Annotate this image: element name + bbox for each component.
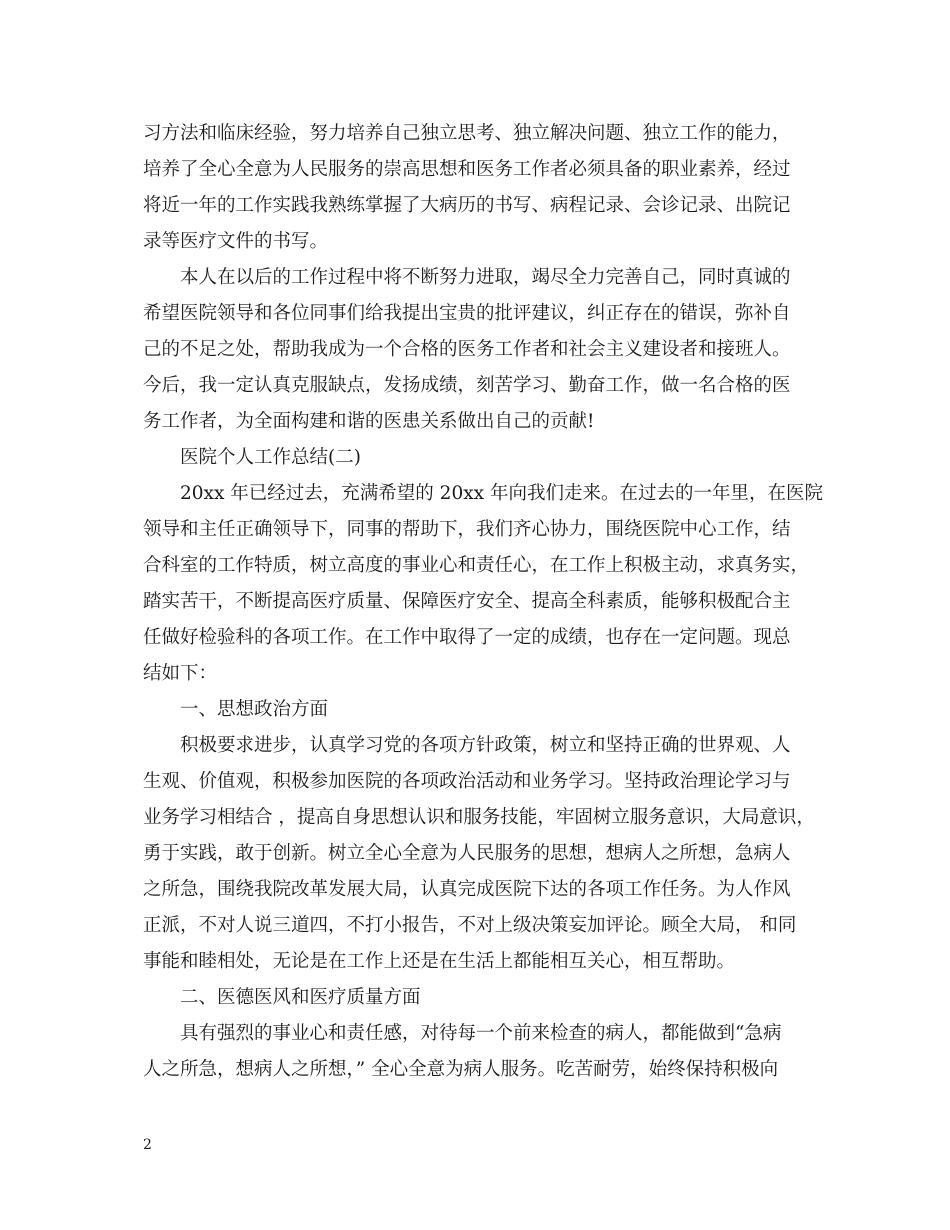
text-line: 事能和睦相处，无论是在工作上还是在生活上都能相互关心，相互帮助。 [143,951,736,972]
text-line: 勇于实践，敢于创新。树立全心全意为人民服务的思想，想病人之所想，急病人 [143,843,791,864]
text-line: 积极要求进步，认真学习党的各项方针政策，树立和坚持正确的世界观、人 [180,735,791,756]
text-line: 人之所急，想病人之所想，” 全心全意为病人服务。吃苦耐劳，始终保持积极向 [143,1059,779,1080]
text-line: 务工作者，为全面构建和谐的医患关系做出自己的贡献! [143,411,595,432]
text-line: 一、思想政治方面 [180,699,329,720]
text-line: 希望医院领导和各位同事们给我提出宝贵的批评建议，纠正存在的错误，弥补自 [143,303,791,324]
text-line: 录等医疗文件的书写。 [143,231,329,252]
text-line: 之所急，围绕我院改革发展大局，认真完成医院下达的各项工作任务。为人作风 [143,879,791,900]
text-line: 合科室的工作特质，树立高度的事业心和责任心，在工作上积极主动，求真务实， [143,555,810,576]
text-line: 习方法和临床经验，努力培养自己独立思考、独立解决问题、独立工作的能力， [143,123,791,144]
text-line: 结如下： [143,663,218,684]
text-line: 20xx 年已经过去，充满希望的 20xx 年向我们走来。在过去的一年里，在医院 [180,483,823,504]
text-line: 将近一年的工作实践我熟练掌握了大病历的书写、病程记录、会诊记录、出院记 [143,195,791,216]
text-line: 生观、价值观，积极参加医院的各项政治活动和业务学习。坚持政治理论学习与 [143,771,791,792]
text-line: 任做好检验科的各项工作。在工作中取得了一定的成绩，也存在一定问题。现总 [143,627,791,648]
text-line: 己的不足之处，帮助我成为一个合格的医务工作者和社会主义建设者和接班人。 [143,339,791,360]
text-line: 二、医德医风和医疗质量方面 [180,987,421,1008]
text-line: 本人在以后的工作过程中将不断努力进取，竭尽全力完善自己，同时真诚的 [180,267,791,288]
text-line: 踏实苦干，不断提高医疗质量、保障医疗安全、提高全科素质，能够积极配合主 [143,591,791,612]
text-line: 正派，不对人说三道四，不打小报告，不对上级决策妄加评论。顾全大局， 和同 [143,915,797,936]
page-number: 2 [143,1137,152,1153]
text-line: 领导和主任正确领导下，同事的帮助下，我们齐心协力，围绕医院中心工作，结 [143,519,791,540]
text-line: 医院个人工作总结(二) [180,447,361,468]
text-line: 具有强烈的事业心和责任感，对待每一个前来检查的病人，都能做到“急病 [180,1023,782,1044]
text-line: 今后，我一定认真克服缺点，发扬成绩，刻苦学习、勤奋工作，做一名合格的医 [143,375,791,396]
text-line: 培养了全心全意为人民服务的崇高思想和医务工作者必须具备的职业素养，经过 [143,159,791,180]
document-body [143,116,823,1088]
text-line: 业务学习相结合 ，提高自身思想认识和服务技能，牢固树立服务意识，大局意识， [143,807,815,828]
